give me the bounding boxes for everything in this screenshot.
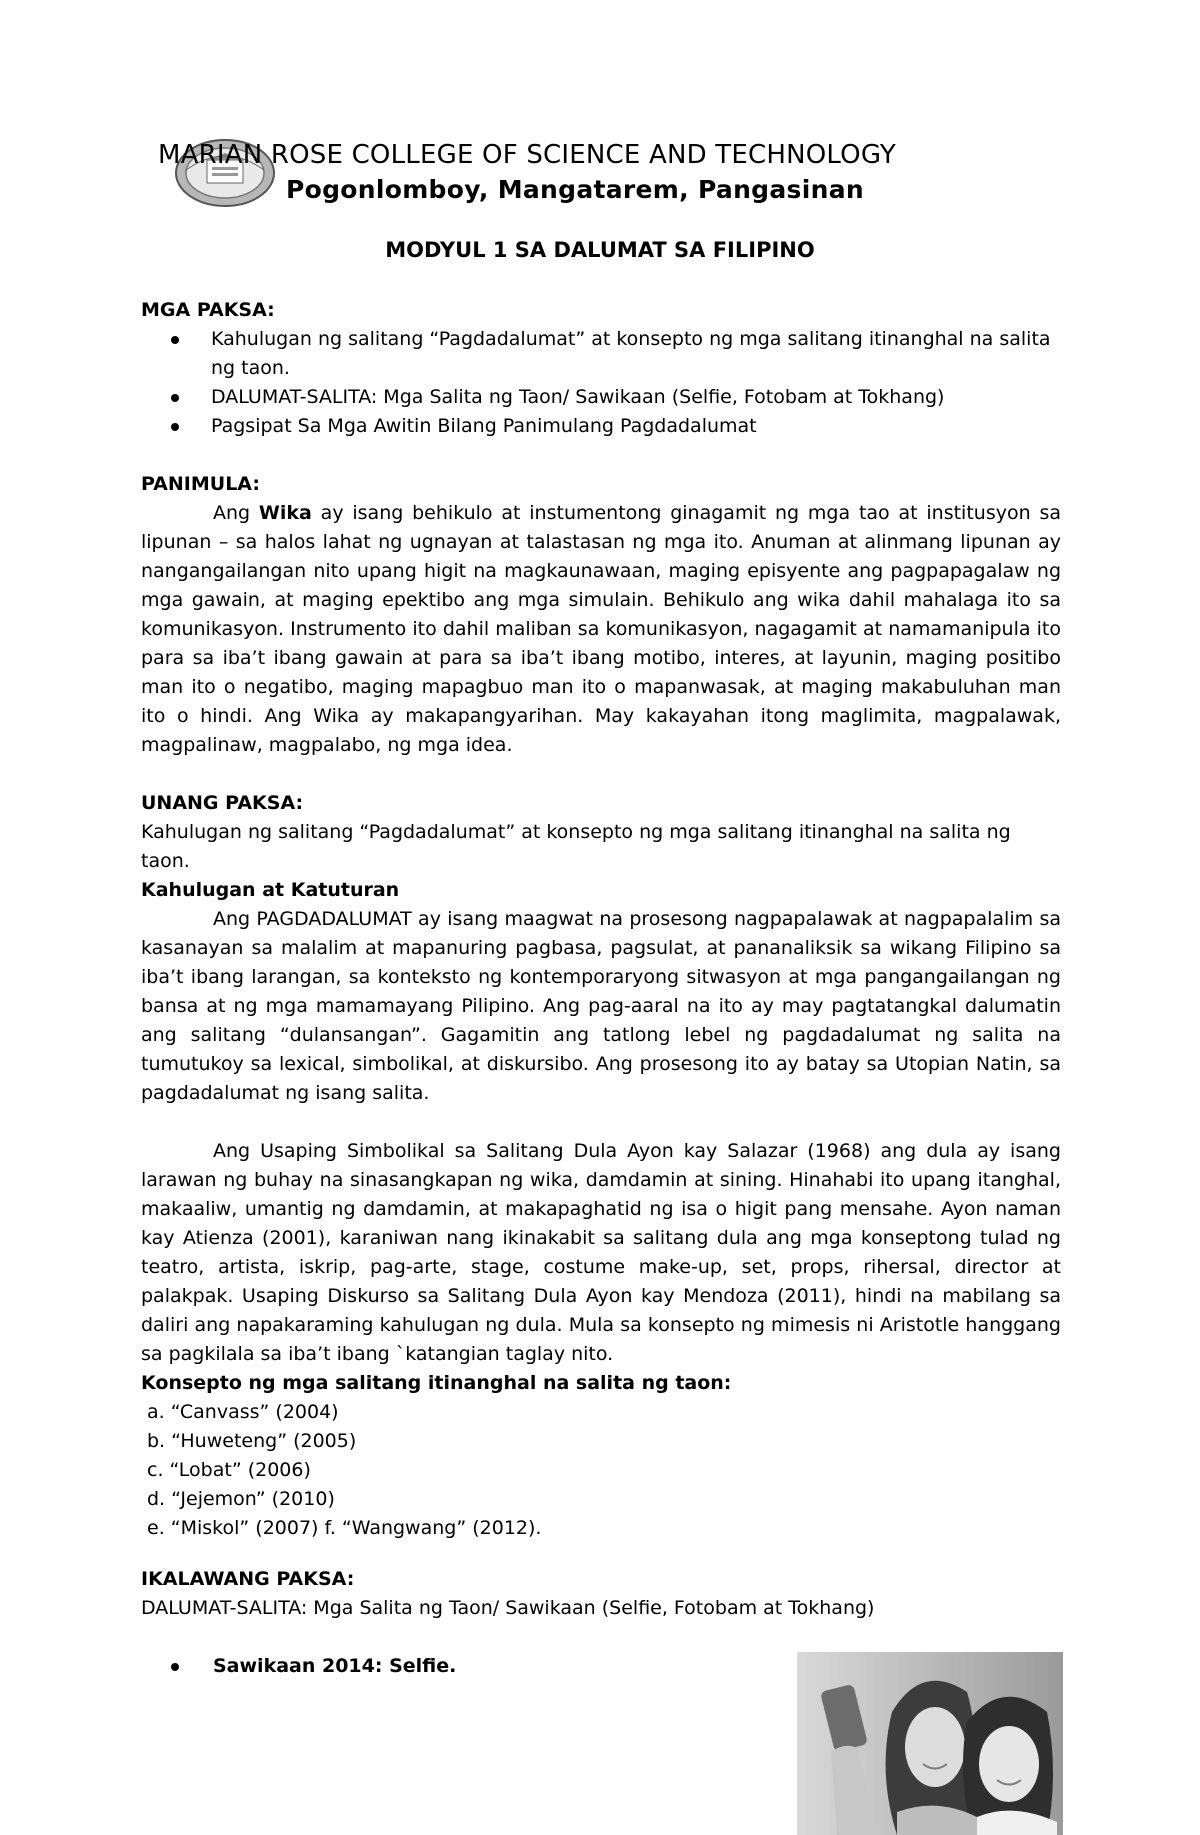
college-address: Pogonlomboy, Mangatarem, Pangasinan (286, 175, 864, 204)
bullet-icon (171, 423, 179, 431)
meaning-paragraph-1: Ang PAGDADALUMAT ay isang maagwat na prosesong nagpapalawak at nagpapalalim sa kasanayan sa malalim at mapanuring pagbasa, pagsulat, at pananaliksik sa wikang Filipino sa iba’t ibang larangan, sa konteksto ng kontemporaryong sitwasyon at mga pangangailangan ng bansa at ng mga mamamayang Pilipino. Ang pag-aaral na ito ay may pagtatangkal dalumatin ang salitang “dulansangan”. Gagamitin ang tatlong lebel ng pagdadalumat ng salita na tumutukoy sa lexical, simbolikal, at diskursibo. Ang prosesong ito ay batay sa Utopian Natin, sa pagdadalumat ng isang salita. (141, 908, 1061, 1104)
concept-item: b. “Huweteng” (2005) (147, 1430, 357, 1452)
first-topic-label: UNANG PAKSA: (141, 792, 304, 814)
first-topic-section (141, 789, 1061, 876)
topic-item: DALUMAT-SALITA: Mga Salita ng Taon/ Sawikaan (Selfie, Fotobam at Tokhang) (141, 383, 1061, 412)
first-topic-text: Kahulugan ng salitang “Pagdadalumat” at konsepto ng mga salitang itinanghal na salita ng taon. (141, 821, 1011, 872)
topic-item: Pagsipat Sa Mga Awitin Bilang Panimulang Pagdadalumat (141, 412, 1061, 441)
college-name: MARIAN ROSE COLLEGE OF SCIENCE AND TECHNOLOGY (158, 140, 896, 170)
bullet-icon (171, 336, 179, 344)
module-title: MODYUL 1 SA DALUMAT SA FILIPINO (385, 238, 815, 262)
concepts-label: Konsepto ng mga salitang itinanghal na salita ng taon: (141, 1372, 732, 1394)
concept-item: d. “Jejemon” (2010) (147, 1488, 335, 1510)
meaning-label: Kahulugan at Katuturan (141, 879, 400, 901)
topics-label: MGA PAKSA: (141, 299, 275, 321)
meaning-paragraph-2: Ang Usaping Simbolikal sa Salitang Dula Ayon kay Salazar (1968) ang dula ay isang larawan ng buhay na sinasangkapan ng wika, damdamin at sining. Hinahabi ito upang itanghal, makaaliw, umantig ng damdamin, at makapaghatid ng isa o higit pang mensahe. Ayon naman kay Atienza (2001), karaniwan nang ikinakabit sa salitang dula ang mga konseptong tulad ng teatro, artista, iskrip, pag-arte, stage, costume make-up, set, props, rihersal, director at palakpak. Usaping Diskurso sa Salitang Dula Ayon kay Mendoza (2011), hindi na mabilang sa daliri ang napakaraming kahulugan ng dula. Mula sa konsepto ng mimesis ni Aristotle hanggang sa pagkilala sa iba’t ibang `katangian taglay nito. (141, 1140, 1061, 1365)
bullet-icon (171, 1663, 179, 1671)
second-topic-text: DALUMAT-SALITA: Mga Salita ng Taon/ Sawikaan (Selfie, Fotobam at Tokhang) (141, 1597, 875, 1619)
second-topic-label: IKALAWANG PAKSA: (141, 1568, 355, 1590)
intro-paragraph: Ang Wika ay isang behikulo at instumentong ginagamit ng mga tao at institusyon sa lipunan – sa halos lahat ng ugnayan at talastasan ng mga ito. Anuman at alinmang lipunan ay nangangailangan nito upang higit na magkaunawaan, maging episyente ang pagpapagalaw ng mga gawain, at maging epektibo ang mga simulain. Behikulo ang wika dahil mahalaga ito sa komunikasyon. Instrumento ito dahil maliban sa komunikasyon, nagagamit at namamanipula ito para sa iba’t ibang gawain at para sa iba’t ibang motibo, interes, at layunin, maging positibo man ito o negatibo, maging mapagbuo man ito o mapanwasak, at maging makabuluhan man ito o hindi. Ang Wika ay makapangyarihan. May kakayahan itong maglimita, magpalawak, magpalinaw, magpalabo, ng mga idea. (141, 502, 1061, 756)
concept-item: a. “Canvass” (2004) (147, 1401, 339, 1423)
intro-label: PANIMULA: (141, 473, 260, 495)
concept-item: c. “Lobat” (2006) (147, 1459, 311, 1481)
topics-section (141, 296, 1061, 441)
bullet-icon (171, 394, 179, 402)
concept-item: e. “Miskol” (2007) f. “Wangwang” (2012). (147, 1517, 542, 1539)
concepts-list (141, 1398, 1061, 1543)
intro-section (141, 470, 1061, 760)
meaning-section (141, 876, 1061, 1543)
topics-list (141, 325, 1061, 441)
selfie-photo (797, 1652, 1063, 1835)
sawikaan-item: Sawikaan 2014: Selfie. (141, 1652, 1061, 1681)
topic-item: Kahulugan ng salitang “Pagdadalumat” at konsepto ng mga salitang itinanghal na salita ng taon. (141, 325, 1061, 383)
